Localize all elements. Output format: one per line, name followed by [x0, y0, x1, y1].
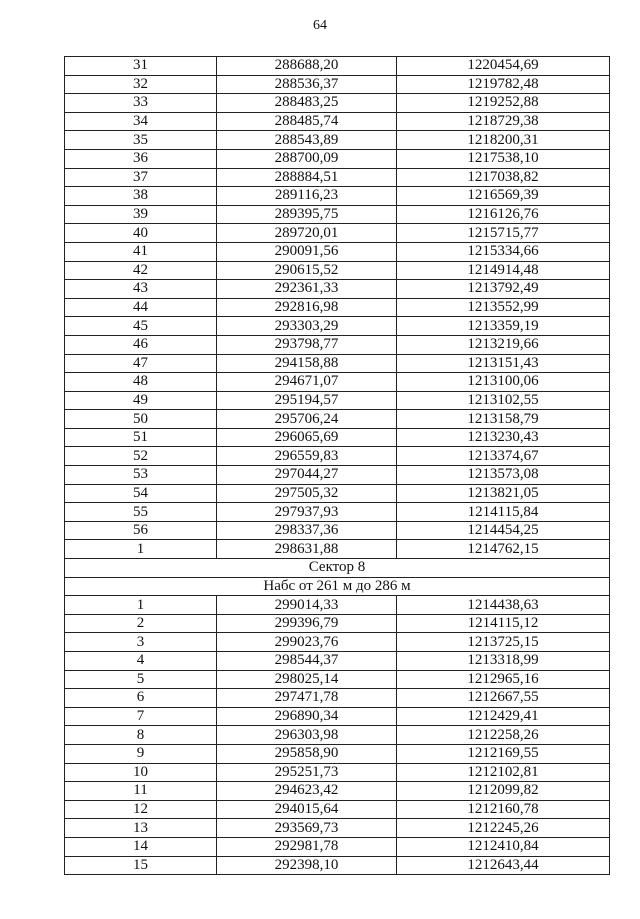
coordinate-x: 296065,69: [217, 428, 397, 447]
table-row: [65, 670, 610, 689]
coordinate-x: 298337,36: [217, 521, 397, 540]
point-number: 6: [65, 689, 217, 708]
coordinate-x: 296303,98: [217, 726, 397, 745]
point-number: 47: [65, 354, 217, 373]
coordinate-x: 289720,01: [217, 224, 397, 243]
coordinate-y: 1215334,66: [397, 242, 610, 261]
table-row: [65, 837, 610, 856]
table-row: [65, 447, 610, 466]
point-number: 7: [65, 707, 217, 726]
coordinate-x: 295858,90: [217, 744, 397, 763]
table-row: [65, 466, 610, 485]
table-row: [65, 373, 610, 392]
point-number: 1: [65, 540, 217, 559]
table-row: [65, 763, 610, 782]
coordinate-y: 1213100,06: [397, 373, 610, 392]
table-row: [65, 819, 610, 838]
point-number: 9: [65, 744, 217, 763]
point-number: 13: [65, 819, 217, 838]
coordinate-x: 288483,25: [217, 94, 397, 113]
coordinate-y: 1218200,31: [397, 131, 610, 150]
coordinate-x: 296559,83: [217, 447, 397, 466]
table-row: [65, 856, 610, 875]
point-number: 55: [65, 503, 217, 522]
point-number: 54: [65, 484, 217, 503]
coordinate-y: 1212965,16: [397, 670, 610, 689]
coordinate-x: 290091,56: [217, 242, 397, 261]
coordinate-x: 293303,29: [217, 317, 397, 336]
coordinate-y: 1220454,69: [397, 57, 610, 76]
coordinate-y: 1212258,26: [397, 726, 610, 745]
page-number: 64: [313, 18, 327, 33]
coordinate-y: 1213821,05: [397, 484, 610, 503]
table-row: [65, 410, 610, 429]
coordinate-x: 292398,10: [217, 856, 397, 875]
table-row: [65, 298, 610, 317]
table-row: [65, 633, 610, 652]
coordinate-x: 294158,88: [217, 354, 397, 373]
coordinate-x: 295194,57: [217, 391, 397, 410]
coordinate-x: 295706,24: [217, 410, 397, 429]
coordinate-x: 290615,52: [217, 261, 397, 280]
coordinate-y: 1217538,10: [397, 149, 610, 168]
coordinate-y: 1214762,15: [397, 540, 610, 559]
point-number: 33: [65, 94, 217, 113]
point-number: 2: [65, 614, 217, 633]
coordinate-y: 1212160,78: [397, 800, 610, 819]
coordinate-y: 1213151,43: [397, 354, 610, 373]
coordinate-y: 1212410,84: [397, 837, 610, 856]
table-row: [65, 800, 610, 819]
point-number: 31: [65, 57, 217, 76]
table-row: [65, 652, 610, 671]
point-number: 42: [65, 261, 217, 280]
table-row: [65, 689, 610, 708]
point-number: 8: [65, 726, 217, 745]
point-number: 50: [65, 410, 217, 429]
coordinate-x: 297044,27: [217, 466, 397, 485]
table-row: [65, 94, 610, 113]
point-number: 40: [65, 224, 217, 243]
coordinate-x: 295251,73: [217, 763, 397, 782]
table-row: [65, 131, 610, 150]
point-number: 39: [65, 205, 217, 224]
table-row: [65, 484, 610, 503]
coordinate-x: 289116,23: [217, 187, 397, 206]
coordinate-y: 1212169,55: [397, 744, 610, 763]
coordinate-y: 1217038,82: [397, 168, 610, 187]
point-number: 46: [65, 335, 217, 354]
height-range-label: Набс от 261 м до 286 м: [65, 577, 610, 596]
coordinate-y: 1213219,66: [397, 335, 610, 354]
coordinate-x: 298544,37: [217, 652, 397, 671]
coordinate-y: 1214914,48: [397, 261, 610, 280]
coordinate-y: 1214438,63: [397, 596, 610, 615]
point-number: 4: [65, 652, 217, 671]
coordinate-x: 288536,37: [217, 75, 397, 94]
point-number: 49: [65, 391, 217, 410]
point-number: 36: [65, 149, 217, 168]
table-row: [65, 168, 610, 187]
coordinate-x: 293569,73: [217, 819, 397, 838]
coordinate-x: 298631,88: [217, 540, 397, 559]
coordinate-x: 297937,93: [217, 503, 397, 522]
point-number: 12: [65, 800, 217, 819]
height-row: [65, 577, 610, 596]
point-number: 5: [65, 670, 217, 689]
point-number: 56: [65, 521, 217, 540]
table-row: [65, 57, 610, 76]
coordinate-x: 299014,33: [217, 596, 397, 615]
point-number: 44: [65, 298, 217, 317]
coordinates-table: [64, 56, 610, 875]
table-row: [65, 744, 610, 763]
point-number: 35: [65, 131, 217, 150]
point-number: 3: [65, 633, 217, 652]
coordinate-x: 292361,33: [217, 280, 397, 299]
coordinate-y: 1219782,48: [397, 75, 610, 94]
coordinate-x: 296890,34: [217, 707, 397, 726]
coordinate-y: 1214454,25: [397, 521, 610, 540]
coordinate-y: 1218729,38: [397, 112, 610, 131]
coordinate-y: 1212667,55: [397, 689, 610, 708]
coordinate-x: 298025,14: [217, 670, 397, 689]
coordinate-x: 299396,79: [217, 614, 397, 633]
point-number: 11: [65, 782, 217, 801]
point-number: 41: [65, 242, 217, 261]
coordinate-y: 1213158,79: [397, 410, 610, 429]
sector-row: [65, 559, 610, 578]
coordinate-x: 294671,07: [217, 373, 397, 392]
coordinate-x: 299023,76: [217, 633, 397, 652]
coordinate-y: 1213792,49: [397, 280, 610, 299]
point-number: 15: [65, 856, 217, 875]
coordinate-x: 293798,77: [217, 335, 397, 354]
coordinate-y: 1213552,99: [397, 298, 610, 317]
coordinate-y: 1213230,43: [397, 428, 610, 447]
coordinate-y: 1212245,26: [397, 819, 610, 838]
table-row: [65, 317, 610, 336]
point-number: 32: [65, 75, 217, 94]
coordinate-y: 1214115,84: [397, 503, 610, 522]
coordinates-block-1: [65, 57, 610, 559]
point-number: 51: [65, 428, 217, 447]
table-row: [65, 540, 610, 559]
point-number: 38: [65, 187, 217, 206]
table-row: [65, 75, 610, 94]
coordinate-x: 288884,51: [217, 168, 397, 187]
coordinate-y: 1214115,12: [397, 614, 610, 633]
coordinate-y: 1213573,08: [397, 466, 610, 485]
coordinates-block-2: [65, 596, 610, 875]
point-number: 1: [65, 596, 217, 615]
coordinate-x: 297471,78: [217, 689, 397, 708]
coordinate-x: 288485,74: [217, 112, 397, 131]
table-row: [65, 149, 610, 168]
point-number: 37: [65, 168, 217, 187]
coordinate-x: 288543,89: [217, 131, 397, 150]
table-row: [65, 391, 610, 410]
point-number: 48: [65, 373, 217, 392]
table-row: [65, 521, 610, 540]
point-number: 53: [65, 466, 217, 485]
point-number: 14: [65, 837, 217, 856]
coordinate-x: 289395,75: [217, 205, 397, 224]
table-row: [65, 726, 610, 745]
table-row: [65, 614, 610, 633]
table-row: [65, 596, 610, 615]
table-row: [65, 335, 610, 354]
point-number: 52: [65, 447, 217, 466]
coordinate-x: 288688,20: [217, 57, 397, 76]
coordinate-x: 292816,98: [217, 298, 397, 317]
table-row: [65, 354, 610, 373]
coordinate-y: 1216126,76: [397, 205, 610, 224]
point-number: 34: [65, 112, 217, 131]
table-row: [65, 782, 610, 801]
point-number: 45: [65, 317, 217, 336]
coordinate-y: 1212643,44: [397, 856, 610, 875]
coordinate-y: 1213725,15: [397, 633, 610, 652]
coordinate-y: 1213359,19: [397, 317, 610, 336]
table-row: [65, 280, 610, 299]
table-row: [65, 428, 610, 447]
coordinate-y: 1212102,81: [397, 763, 610, 782]
table-row: [65, 224, 610, 243]
coordinate-y: 1213318,99: [397, 652, 610, 671]
sector-label: Сектор 8: [65, 559, 610, 578]
coordinate-y: 1213102,55: [397, 391, 610, 410]
sector-header: [65, 559, 610, 596]
table-row: [65, 261, 610, 280]
coordinate-y: 1215715,77: [397, 224, 610, 243]
coordinate-x: 288700,09: [217, 149, 397, 168]
coordinate-x: 297505,32: [217, 484, 397, 503]
coordinate-y: 1212099,82: [397, 782, 610, 801]
coordinate-y: 1216569,39: [397, 187, 610, 206]
coordinate-y: 1212429,41: [397, 707, 610, 726]
coordinate-x: 294015,64: [217, 800, 397, 819]
point-number: 43: [65, 280, 217, 299]
table-row: [65, 707, 610, 726]
coordinate-x: 294623,42: [217, 782, 397, 801]
table-row: [65, 503, 610, 522]
coordinate-y: 1219252,88: [397, 94, 610, 113]
table-row: [65, 187, 610, 206]
table-row: [65, 205, 610, 224]
coordinate-x: 292981,78: [217, 837, 397, 856]
table-row: [65, 242, 610, 261]
table-row: [65, 112, 610, 131]
point-number: 10: [65, 763, 217, 782]
coordinate-y: 1213374,67: [397, 447, 610, 466]
